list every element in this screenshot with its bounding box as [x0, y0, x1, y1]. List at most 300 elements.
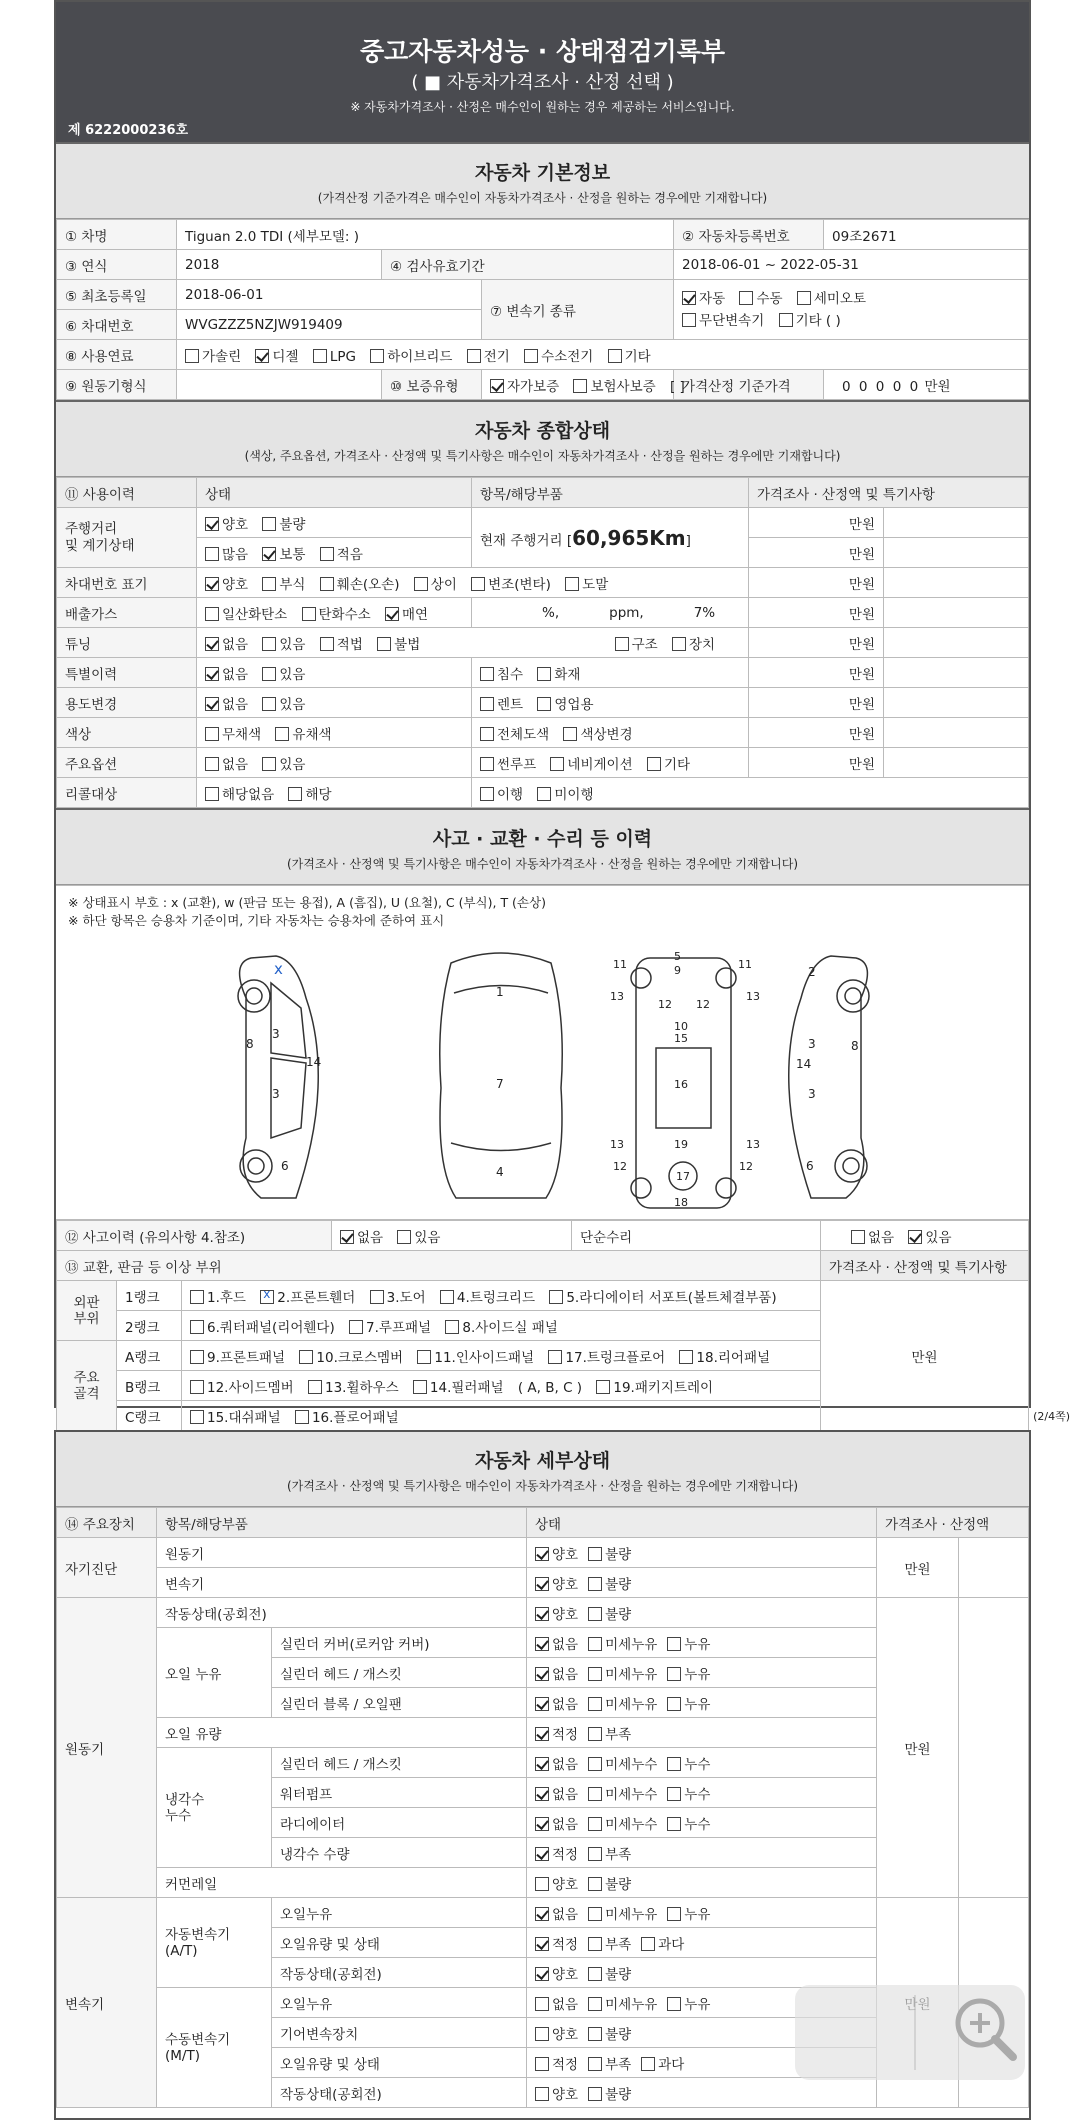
option-label: 해당없음: [222, 786, 275, 803]
price-unit: 만원: [877, 1598, 959, 1898]
item-label: 작동상태(공회전): [157, 1598, 527, 1628]
checkbox[interactable]: [596, 1380, 610, 1394]
checkbox[interactable]: [535, 1577, 549, 1591]
checkbox[interactable]: [467, 349, 481, 363]
sub-group-label: 수동변속기 (M/T): [157, 1988, 272, 2108]
checkbox[interactable]: [535, 1667, 549, 1681]
svg-text:11: 11: [738, 958, 752, 971]
option-label: 7.루프패널: [366, 1319, 432, 1336]
checkbox[interactable]: [535, 1997, 549, 2011]
option-label: 많음: [222, 546, 249, 563]
option-label: 침수: [497, 666, 524, 683]
checkbox[interactable]: [480, 727, 494, 741]
option-label: 누수: [684, 1816, 711, 1833]
checkbox[interactable]: [524, 349, 538, 363]
checkbox[interactable]: [205, 787, 219, 801]
state-options: [527, 1808, 877, 1838]
option-label: 양호: [552, 1966, 579, 1983]
option-label: 누유: [684, 1996, 711, 2013]
checkbox[interactable]: [535, 2057, 549, 2071]
checkbox[interactable]: [588, 1727, 602, 1741]
option-label: 5.라디에이터 서포트(볼트체결부품): [566, 1289, 777, 1306]
state-options: [527, 1778, 877, 1808]
checkbox[interactable]: [190, 1350, 204, 1364]
option-label: 보험사보증: [590, 378, 656, 395]
option-label: 14.필러패널: [429, 1379, 504, 1396]
price-unit: 만원: [821, 1281, 1029, 1431]
price-unit: 만원: [749, 568, 884, 598]
checkbox[interactable]: [340, 1230, 354, 1244]
option-label: 누유: [684, 1636, 711, 1653]
checkbox[interactable]: [588, 1667, 602, 1681]
checkbox[interactable]: [537, 787, 551, 801]
option-label: 불량: [279, 516, 306, 533]
label: ⑧ 사용연료: [57, 340, 177, 370]
option-label: 부족: [605, 1726, 632, 1743]
checkbox[interactable]: [262, 547, 276, 561]
option-label: 양호: [552, 2026, 579, 2043]
checkbox[interactable]: [185, 349, 199, 363]
checkbox[interactable]: [299, 1350, 313, 1364]
price-unit: 만원: [749, 658, 884, 688]
checkbox[interactable]: [667, 1817, 681, 1831]
option-label: 부족: [605, 1846, 632, 1863]
item-label: 오일유량 및 상태: [272, 2048, 527, 2078]
option-label: 상이: [430, 576, 457, 593]
option-label: 13.휠하우스: [324, 1379, 399, 1396]
label: ⑤ 최초등록일: [57, 280, 177, 310]
price-unit: 만원: [749, 688, 884, 718]
validity: 2018-06-01 ~ 2022-05-31: [674, 250, 1029, 280]
option-label: 영업용: [554, 696, 594, 713]
checkbox[interactable]: [397, 1230, 411, 1244]
checkbox[interactable]: [588, 1757, 602, 1771]
note-cell: [884, 568, 1029, 598]
item-label: 실린더 블록 / 오일팬: [272, 1688, 527, 1718]
checkbox[interactable]: [414, 577, 428, 591]
checkbox[interactable]: [588, 1817, 602, 1831]
checkbox[interactable]: [205, 667, 219, 681]
option-label: 있음: [279, 636, 306, 653]
option-label: 적정: [552, 2056, 579, 2073]
engine-type: [177, 370, 382, 400]
pillar-options: ( A, B, C ): [517, 1379, 583, 1396]
option-label: 누유: [684, 1696, 711, 1713]
checkbox[interactable]: [320, 577, 334, 591]
state-options: [527, 1598, 877, 1628]
checkbox[interactable]: [205, 577, 219, 591]
svg-text:3: 3: [272, 1087, 280, 1101]
checkbox[interactable]: [205, 697, 219, 711]
svg-text:9: 9: [674, 964, 681, 977]
checkbox[interactable]: [608, 349, 622, 363]
checkbox[interactable]: [563, 727, 577, 741]
checkbox[interactable]: [302, 607, 316, 621]
checkbox[interactable]: [682, 291, 696, 305]
option-label: 3.도어: [386, 1289, 426, 1306]
checkbox[interactable]: [535, 1607, 549, 1621]
exchange-mark: x: [274, 960, 283, 978]
checkbox[interactable]: [679, 1350, 693, 1364]
checkbox[interactable]: [641, 1937, 655, 1951]
checkbox[interactable]: [573, 379, 587, 393]
checkbox[interactable]: [537, 667, 551, 681]
svg-text:13: 13: [746, 1138, 760, 1151]
state-options: [527, 1718, 877, 1748]
item-label: 오일누유: [272, 1988, 527, 2018]
checkbox[interactable]: [440, 1290, 454, 1304]
checkbox[interactable]: [588, 1577, 602, 1591]
svg-text:8: 8: [246, 1037, 254, 1051]
checkbox[interactable]: [190, 1320, 204, 1334]
option-label: 가솔린: [202, 348, 242, 365]
checkbox[interactable]: [480, 757, 494, 771]
checkbox[interactable]: [190, 1410, 204, 1424]
checkbox[interactable]: [667, 1637, 681, 1651]
vin-marking-options: [197, 568, 749, 598]
checkbox[interactable]: [377, 637, 391, 651]
checkbox[interactable]: [667, 1997, 681, 2011]
checkbox[interactable]: [535, 1907, 549, 1921]
checkbox[interactable]: [262, 667, 276, 681]
option-label: 적음: [336, 546, 363, 563]
col-header: 가격조사 · 산정액 및 특기사항: [749, 478, 1029, 508]
price-unit: 만원: [749, 748, 884, 778]
checkbox[interactable]: [667, 1757, 681, 1771]
checkbox[interactable]: [615, 637, 629, 651]
option-label: 1.후드: [207, 1289, 246, 1306]
option-label: 있음: [279, 666, 306, 683]
checkbox[interactable]: [205, 607, 219, 621]
option-label: 없음: [222, 756, 249, 773]
simple-repair-options: [821, 1221, 1029, 1251]
option-label: 하이브리드: [387, 348, 453, 365]
checkbox[interactable]: [588, 1967, 602, 1981]
option-label: 미세누유: [605, 1696, 658, 1713]
outer-panel-label: 외판 부위: [57, 1281, 117, 1341]
price-unit: 만원: [924, 378, 951, 395]
checkbox[interactable]: [413, 1380, 427, 1394]
rank-label: 2랭크: [117, 1311, 182, 1341]
svg-text:14: 14: [306, 1055, 322, 1069]
option-label: 무단변속기: [699, 312, 765, 329]
state-options: [527, 1928, 877, 1958]
checkbox[interactable]: [588, 1847, 602, 1861]
checkbox[interactable]: [588, 1547, 602, 1561]
option-label: 있음: [925, 1229, 952, 1246]
row-label: 튜닝: [57, 628, 197, 658]
checkbox[interactable]: [205, 727, 219, 741]
checkbox[interactable]: [682, 313, 696, 327]
checkbox[interactable]: [535, 1817, 549, 1831]
checkbox[interactable]: [417, 1350, 431, 1364]
option-label: 무채색: [222, 726, 262, 743]
option-label: 누수: [684, 1756, 711, 1773]
checkbox[interactable]: [320, 547, 334, 561]
overall-table: [56, 477, 1029, 808]
checkbox[interactable]: [535, 1697, 549, 1711]
rank-label: A랭크: [117, 1341, 182, 1371]
checkbox[interactable]: [641, 2057, 655, 2071]
svg-text:12: 12: [696, 998, 710, 1011]
mileage-text: 현재 주행거리 [: [480, 532, 573, 549]
option-label: 불량: [605, 1876, 632, 1893]
option-label: 썬루프: [497, 756, 537, 773]
price-unit: 만원: [877, 1538, 959, 1598]
base-price-value: 0 0 0 0 0: [842, 378, 921, 395]
svg-text:14: 14: [796, 1057, 812, 1071]
record-number: 제 6222000236호: [68, 123, 189, 138]
option-label: 색상변경: [580, 726, 633, 743]
simple-repair-label: 단순수리: [572, 1221, 821, 1251]
label: ⑦ 변속기 종류: [482, 280, 674, 340]
label: ① 차명: [57, 220, 177, 250]
checkbox[interactable]: [385, 607, 399, 621]
checkbox[interactable]: [588, 1907, 602, 1921]
option-label: 과다: [658, 1936, 685, 1953]
label: ⑩ 보증유형: [382, 370, 482, 400]
option-label: 양호: [552, 1546, 579, 1563]
option-label: 없음: [222, 696, 249, 713]
item-label: 워터펌프: [272, 1778, 527, 1808]
document-title: 중고자동차성능 · 상태점검기록부: [359, 37, 725, 66]
checkbox[interactable]: [851, 1230, 865, 1244]
warranty-bracket: [ ]: [669, 378, 685, 395]
checkbox[interactable]: [535, 1967, 549, 1981]
checkbox[interactable]: [190, 1290, 204, 1304]
col-header: 항목/해당부품: [157, 1508, 527, 1538]
state-options: [527, 2078, 877, 2108]
svg-text:2: 2: [808, 965, 816, 979]
option-label: 디젤: [272, 348, 299, 365]
checkbox[interactable]: [779, 313, 793, 327]
svg-text:6: 6: [281, 1159, 289, 1173]
checkbox[interactable]: [647, 757, 661, 771]
sub-group-label: 냉각수 누수: [157, 1748, 272, 1868]
checkbox[interactable]: [262, 697, 276, 711]
option-label: 있음: [279, 756, 306, 773]
svg-text:19: 19: [674, 1138, 688, 1151]
checkbox[interactable]: [260, 1290, 274, 1304]
item-label: 작동상태(공회전): [272, 1958, 527, 1988]
checkbox[interactable]: [320, 637, 334, 651]
checkbox[interactable]: [480, 697, 494, 711]
option-label: 양호: [552, 1576, 579, 1593]
option-label: 불량: [605, 1546, 632, 1563]
price-header: 가격조사 · 산정액 및 특기사항: [821, 1251, 1029, 1281]
checkbox[interactable]: [565, 577, 579, 591]
checkbox[interactable]: [445, 1320, 459, 1334]
checkbox[interactable]: [667, 1907, 681, 1921]
option-label: 불량: [605, 1606, 632, 1623]
detail-heading: [56, 1432, 1029, 1507]
legend-line: ※ 상태표시 부호 : x (교환), w (판금 또는 용접), A (흠집), U (요철), C (부식), T (손상): [68, 895, 546, 910]
option-label: 적정: [552, 1846, 579, 1863]
option-label: 미세누유: [605, 1666, 658, 1683]
state-options: [527, 1658, 877, 1688]
checkbox[interactable]: [535, 1727, 549, 1741]
zoom-overlay[interactable]: [795, 1985, 1025, 2080]
option-label: 16.플로어패널: [311, 1409, 399, 1426]
mileage-amount: [197, 538, 472, 568]
option-label: 네비게이션: [567, 756, 633, 773]
option-label: 없음: [357, 1229, 384, 1246]
checkbox[interactable]: [588, 1637, 602, 1651]
transmission-options: [674, 280, 1029, 340]
checkbox[interactable]: [205, 637, 219, 651]
checkbox[interactable]: [535, 1547, 549, 1561]
checkbox[interactable]: [908, 1230, 922, 1244]
checkbox[interactable]: [262, 577, 276, 591]
checkbox[interactable]: [588, 1607, 602, 1621]
legend-line: ※ 하단 항목은 승용차 기준이며, 기타 자동차는 승용차에 준하여 표시: [68, 913, 445, 928]
mileage-label: 주행거리 및 계기상태: [57, 508, 197, 568]
checkbox[interactable]: [349, 1320, 363, 1334]
svg-text:1: 1: [496, 985, 504, 999]
checkbox[interactable]: [308, 1380, 322, 1394]
checkbox[interactable]: [313, 349, 327, 363]
option-label: 양호: [222, 576, 249, 593]
col-header: 항목/해당부품: [472, 478, 749, 508]
page-number: (2/4쪽): [1033, 1410, 1070, 1423]
checkbox[interactable]: [295, 1410, 309, 1424]
option-label: 과다: [658, 2056, 685, 2073]
checkbox[interactable]: [588, 2057, 602, 2071]
checkbox[interactable]: [550, 757, 564, 771]
mileage-close: ]: [685, 532, 691, 549]
checkbox[interactable]: [535, 2027, 549, 2041]
option-label: 해당: [305, 786, 332, 803]
checkbox[interactable]: [262, 757, 276, 771]
option-label: 양호: [552, 1876, 579, 1893]
checkbox[interactable]: [480, 787, 494, 801]
checkbox[interactable]: [549, 1290, 563, 1304]
option-label: 양호: [552, 2086, 579, 2103]
checkbox[interactable]: [739, 291, 753, 305]
option-label: 있음: [279, 696, 306, 713]
checkbox[interactable]: [370, 1290, 384, 1304]
recall-detail: [472, 778, 1029, 808]
option-label: 9.프론트패널: [207, 1349, 286, 1366]
checkbox[interactable]: [535, 1937, 549, 1951]
checkbox[interactable]: [667, 1787, 681, 1801]
accident-table: [56, 1220, 1029, 1431]
checkbox[interactable]: [535, 1847, 549, 1861]
checkbox[interactable]: [797, 291, 811, 305]
rank-label: 1랭크: [117, 1281, 182, 1311]
option-label: 미이행: [554, 786, 594, 803]
checkbox[interactable]: [537, 697, 551, 711]
section-title: 자동차 종합상태: [474, 420, 611, 442]
note-cell: [884, 718, 1029, 748]
checkbox[interactable]: [288, 787, 302, 801]
checkbox[interactable]: [588, 1997, 602, 2011]
option-label: 있음: [414, 1229, 441, 1246]
item-label: 오일유량 및 상태: [272, 1928, 527, 1958]
checkbox[interactable]: [490, 379, 504, 393]
checkbox[interactable]: [370, 349, 384, 363]
option-label: 없음: [552, 1816, 579, 1833]
checkbox[interactable]: [588, 1937, 602, 1951]
checkbox[interactable]: [471, 577, 485, 591]
price-unit: 만원: [749, 598, 884, 628]
price-unit: 만원: [749, 538, 884, 568]
reg-number: 09조2671: [824, 220, 1029, 250]
option-label: 없음: [552, 1996, 579, 2013]
checkbox[interactable]: [588, 1877, 602, 1891]
option-label: 6.쿼터패널(리어휀다): [207, 1319, 335, 1336]
svg-text:16: 16: [674, 1078, 688, 1091]
state-options: [527, 1748, 877, 1778]
checkbox[interactable]: [588, 2027, 602, 2041]
option-label: 누유: [684, 1666, 711, 1683]
checkbox[interactable]: [667, 1697, 681, 1711]
zoom-in-icon[interactable]: [795, 1985, 1025, 2080]
state-options: [527, 1868, 877, 1898]
main-frame-label: 주요 골격: [57, 1341, 117, 1431]
checkbox[interactable]: [535, 1877, 549, 1891]
emission-options: [197, 598, 472, 628]
svg-text:3: 3: [272, 1027, 280, 1041]
checkbox[interactable]: [588, 1697, 602, 1711]
option-label: 적법: [336, 636, 363, 653]
rank1-items: [182, 1281, 821, 1311]
checkbox[interactable]: [588, 1787, 602, 1801]
option-label: 미세누수: [605, 1786, 658, 1803]
row-label: 색상: [57, 718, 197, 748]
checkbox[interactable]: [535, 1757, 549, 1771]
option-label: 없음: [552, 1696, 579, 1713]
checkbox[interactable]: [190, 1380, 204, 1394]
svg-text:5: 5: [674, 950, 681, 963]
checkbox[interactable]: [205, 757, 219, 771]
checkbox[interactable]: [205, 517, 219, 531]
checkbox[interactable]: [262, 637, 276, 651]
svg-text:4: 4: [496, 1165, 504, 1179]
special-detail: [472, 658, 749, 688]
warranty-options: [482, 370, 685, 400]
checkbox[interactable]: [275, 727, 289, 741]
checkbox[interactable]: [535, 1787, 549, 1801]
overall-heading: [56, 400, 1029, 477]
checkbox[interactable]: [588, 2087, 602, 2101]
checkbox[interactable]: [672, 637, 686, 651]
checkbox[interactable]: [548, 1350, 562, 1364]
option-label: 19.패키지트레이: [613, 1379, 714, 1396]
row-label: 용도변경: [57, 688, 197, 718]
checkbox[interactable]: [667, 1667, 681, 1681]
checkbox[interactable]: [262, 517, 276, 531]
exchange-label: ⑬ 교환, 판금 등 이상 부위: [57, 1251, 821, 1281]
option-label: 없음: [552, 1666, 579, 1683]
checkbox[interactable]: [205, 547, 219, 561]
option-label: 15.대쉬패널: [207, 1409, 281, 1426]
item-label: 원동기: [157, 1538, 527, 1568]
price-unit: 만원: [749, 718, 884, 748]
checkbox[interactable]: [480, 667, 494, 681]
state-options: [527, 1838, 877, 1868]
checkbox[interactable]: [535, 2087, 549, 2101]
checkbox[interactable]: [255, 349, 269, 363]
option-label: 부식: [279, 576, 306, 593]
col-header: ⑪ 사용이력: [57, 478, 197, 508]
checkbox[interactable]: [535, 1637, 549, 1651]
label: ⑥ 차대번호: [57, 310, 177, 340]
accident-heading: [56, 808, 1029, 885]
document-subtitle: ( ■ 자동차가격조사 · 산정 선택 ): [411, 72, 674, 93]
svg-text:18: 18: [674, 1196, 688, 1209]
option-label: 부족: [605, 1936, 632, 1953]
